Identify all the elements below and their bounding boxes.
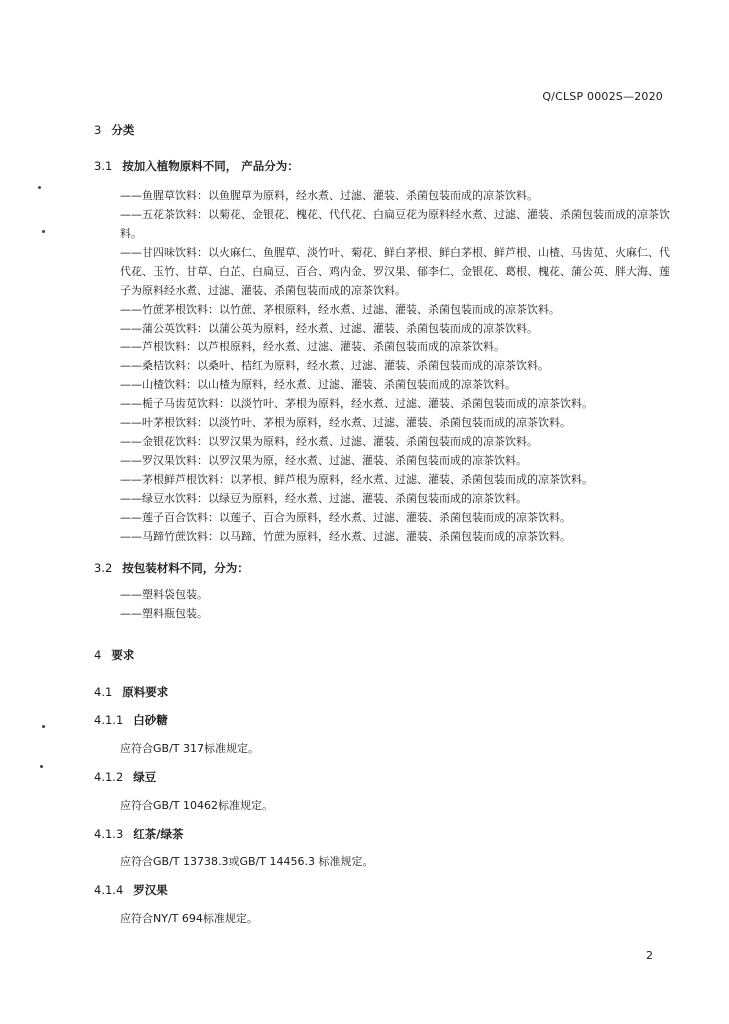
list-item: ——山楂饮料：以山楂为原料，经水煮、过滤、灌装、杀菌包装而成的凉茶饮料。 [120, 378, 516, 391]
heading-number: 4.1 [94, 685, 113, 699]
heading-4-1-4 [94, 882, 168, 898]
heading-4 [94, 647, 134, 663]
heading-title: 红茶/绿茶 [133, 827, 184, 841]
heading-3-2 [94, 560, 249, 576]
heading-title: 原料要求 [122, 685, 169, 699]
heading-title: 要求 [111, 648, 135, 662]
list-item: ——鱼腥草饮料：以鱼腥草为原料，经水煮、过滤、灌装、杀菌包装而成的凉茶饮料。 [120, 189, 538, 202]
heading-title: 绿豆 [133, 770, 157, 784]
heading-title: 罗汉果 [133, 883, 168, 897]
list-item: ——叶茅根饮料：以淡竹叶、茅根为原料，经水煮、过滤、灌装、杀菌包装而成的凉茶饮料。 [120, 416, 571, 429]
page-number: 2 [646, 949, 653, 962]
list-item: ——金银花饮料：以罗汉果为原料，经水煮、过滤、灌装、杀菌包装而成的凉茶饮料。 [120, 435, 538, 448]
heading-number: 3 [94, 123, 102, 137]
scan-speck [40, 765, 43, 768]
list-item: ——竹蔗茅根饮料：以竹蔗、茅根原料，经水煮、过滤、灌装、杀菌包装而成的凉茶饮料。 [120, 303, 560, 316]
heading-4-1-3 [94, 826, 183, 842]
heading-number: 3.1 [94, 159, 113, 173]
list-item: ——栀子马齿苋饮料：以淡竹叶、茅根为原料，经水煮、过滤、灌装、杀菌包装而成的凉茶饮料。 [120, 397, 593, 410]
document-code: Q/CLSP 0002S—2020 [542, 90, 663, 103]
heading-title: 白砂糖 [133, 713, 168, 727]
heading-number: 4.1.2 [94, 770, 124, 784]
heading-4-1-1 [94, 712, 168, 728]
list-item: ——茅根鲜芦根饮料：以茅根、鲜芦根为原料，经水煮、过滤、灌装、杀菌包装而成的凉茶饮料。 [120, 473, 593, 486]
heading-number: 4.1.4 [94, 883, 124, 897]
heading-3 [94, 122, 134, 138]
list-item: ——五花茶饮料：以菊花、金银花、槐花、代代花、白扁豆花为原料经水煮、过滤、灌装、杀菌包装而成的凉茶饮料。 [120, 208, 670, 240]
heading-title: 按加入植物原料不同， 产品分为： [122, 159, 299, 173]
heading-number: 4.1.1 [94, 713, 124, 727]
requirement-text: 应符合GB/T 317标准规定。 [120, 742, 259, 755]
list-item: ——塑料袋包装。 [120, 588, 208, 601]
requirement-text: 应符合GB/T 13738.3或GB/T 14456.3 标准规定。 [120, 855, 374, 868]
heading-number: 4.1.3 [94, 827, 124, 841]
list-item: ——桑桔饮料：以桑叶、桔红为原料，经水煮、过滤、灌装、杀菌包装而成的凉茶饮料。 [120, 359, 549, 372]
heading-4-1-2 [94, 769, 156, 785]
list-item: ——芦根饮料：以芦根原料，经水煮、过滤、灌装、杀菌包装而成的凉茶饮料。 [120, 340, 505, 353]
scan-speck [42, 230, 45, 233]
list-item: ——塑料瓶包装。 [120, 607, 208, 620]
heading-title: 按包装材料不同，分为： [122, 561, 249, 575]
heading-title: 分类 [111, 123, 135, 137]
list-item: ——马蹄竹蔗饮料：以马蹄、竹蔗为原料，经水煮、过滤、灌装、杀菌包装而成的凉茶饮料。 [120, 530, 571, 543]
list-item: ——甘四味饮料：以火麻仁、鱼腥草、淡竹叶、菊花、鲜白茅根、鲜白茅根、鲜芦根、山楂、马齿苋、火麻仁、代代花、玉竹、甘草、白芷、白扁豆、百合、鸡内金、罗汉果、郁李仁、金银花、葛根、槐花、蒲公英、胖大海、莲子为原料经水煮、过滤、灌装、杀菌包装而成的凉茶饮料。 [120, 246, 670, 297]
scan-speck [42, 725, 45, 728]
scan-speck [38, 186, 41, 189]
heading-4-1 [94, 684, 168, 700]
list-item: ——蒲公英饮料：以蒲公英为原料，经水煮、过滤、灌装、杀菌包装而成的凉茶饮料。 [120, 322, 538, 335]
list-item: ——罗汉果饮料：以罗汉果为原，经水煮、过滤、灌装、杀菌包装而成的凉茶饮料。 [120, 454, 527, 467]
heading-number: 3.2 [94, 561, 113, 575]
list-item: ——绿豆水饮料：以绿豆为原料，经水煮、过滤、灌装、杀菌包装而成的凉茶饮料。 [120, 492, 527, 505]
requirement-text: 应符合NY/T 694标准规定。 [120, 912, 258, 925]
list-item: ——莲子百合饮料：以莲子、百合为原料，经水煮、过滤、灌装、杀菌包装而成的凉茶饮料。 [120, 511, 571, 524]
heading-number: 4 [94, 648, 102, 662]
heading-3-1 [94, 158, 299, 174]
requirement-text: 应符合GB/T 10462标准规定。 [120, 799, 273, 812]
